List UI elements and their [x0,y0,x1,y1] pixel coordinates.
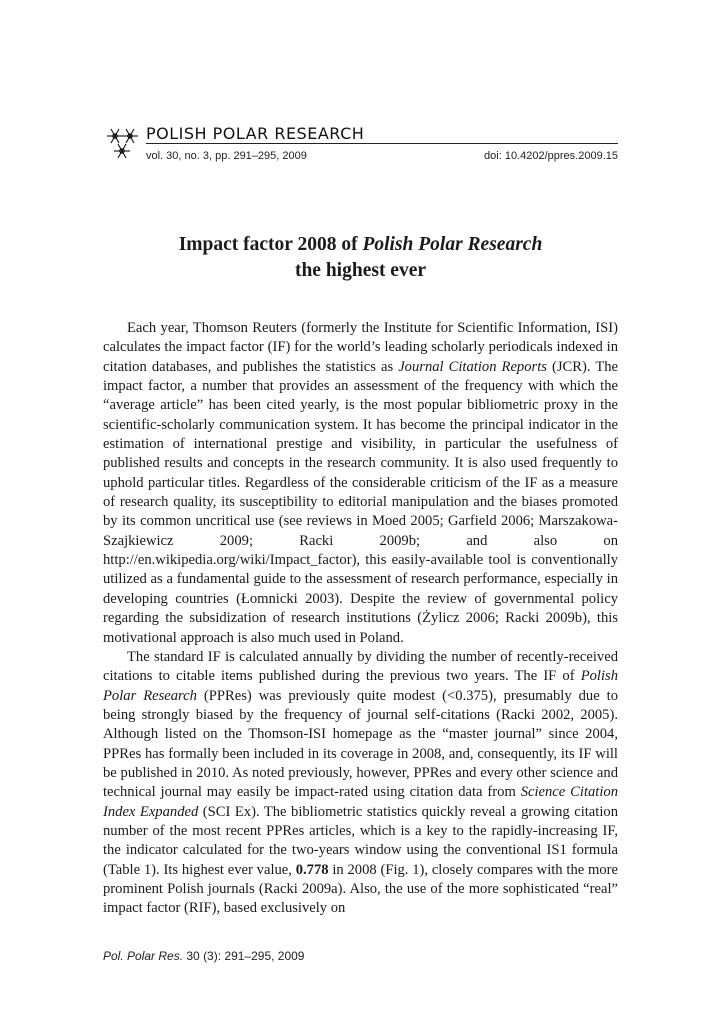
page-footer [103,949,304,963]
header-rule [146,143,618,144]
title-part-1: Impact factor 2008 of [178,234,363,255]
paragraph-2 [103,648,618,919]
text-run: (JCR). The impact factor, a number that provides an assessment of the frequency with which the “average article” has been cited yearly, is the most popular bibliometric proxy in the scientific-scholarly communication system. It has become the principal indicator in the estimation of international prestige and visibility, in particular the usefulness of published results and concepts in the research community. It is also used frequently to uphold particular titles. Regardless of the considerable criticism of the IF as a measure of research quality, its susceptibility to editorial manipulation and the biases promoted by its common uncritical use (see reviews in Moed 2005; Garfield 2006; Marszakowa-Szajkiewicz 2009; Racki 2009b; and also on http://en.wikipedia.org/wiki/Impact_factor), this easily-available tool is conventionally utilized as a fundamental guide to the assessment of research performance, especially in developing countries (Łomnicki 2003). Despite the review of governmental policy regarding the subsidization of research institutions (Żylicz 2006; Racki 2009b), this motivational approach is also much used in Poland. [103,358,619,646]
journal-header [103,122,618,166]
text-run: in 2008 (Fig. 1), closely compares with the more prominent Polish journals (Racki 2009a). Also, the use of the more sophisticated “real” impact factor (RIF), based exclusively on [103,861,618,917]
issue-info: vol. 30, no. 3, pp. 291–295, 2009 [146,150,307,162]
journal-name: POLISH POLAR RESEARCH [146,124,365,143]
snowflake-cluster-icon [103,126,141,162]
italic-run: Science Citation Index Expanded [103,784,618,820]
italic-run: Polish Polar Research [103,668,618,704]
text-run: (PPRes) was previously quite modest (<0.375), presumably due to being strongly biased by the frequency of journal self-citations (Racki 2002, 2005). Although listed on the Thomson-ISI homepage as the “master journal” since 2004, PPRes has formally been included in its coverage in 2008, and, consequently, its IF will be published in 2010. As noted previously, however, PPRes and every other science and technical journal may easily be impact-rated using citation data from [103,687,618,801]
bold-value: 0.778 [295,861,329,878]
text-run: Each year, Thomson Reuters (formerly the Institute for Scientific Information, ISI) calculates the impact factor (IF) for the world’s leading scholarly periodicals indexed in citation databases, and publishes the statistics as [103,320,618,375]
footer-journal-abbrev: Pol. Polar Res. [103,949,184,963]
paragraph-1 [103,319,618,648]
doi-link[interactable]: doi: 10.4202/ppres.2009.15 [484,150,618,162]
text-run: The standard IF is calculated annually by dividing the number of recently-received citations to citable items published during the previous two years. The IF of [103,648,618,685]
italic-run: Journal Citation Reports [398,358,547,375]
title-line-2: the highest ever [294,260,427,281]
text-run: (SCI Ex). The bibliometric statistics quickly reveal a growing citation number of the most recent PPRes articles, which is a key to the rapidly-increasing IF, the indicator calculated for the two-years window using the conventional IS1 formula (Table 1). Its highest ever value, [103,803,618,878]
title-journal-italic: Polish Polar Research [362,234,543,255]
footer-citation: 30 (3): 291–295, 2009 [183,949,305,963]
article-title [103,232,618,284]
article-body [103,319,618,919]
